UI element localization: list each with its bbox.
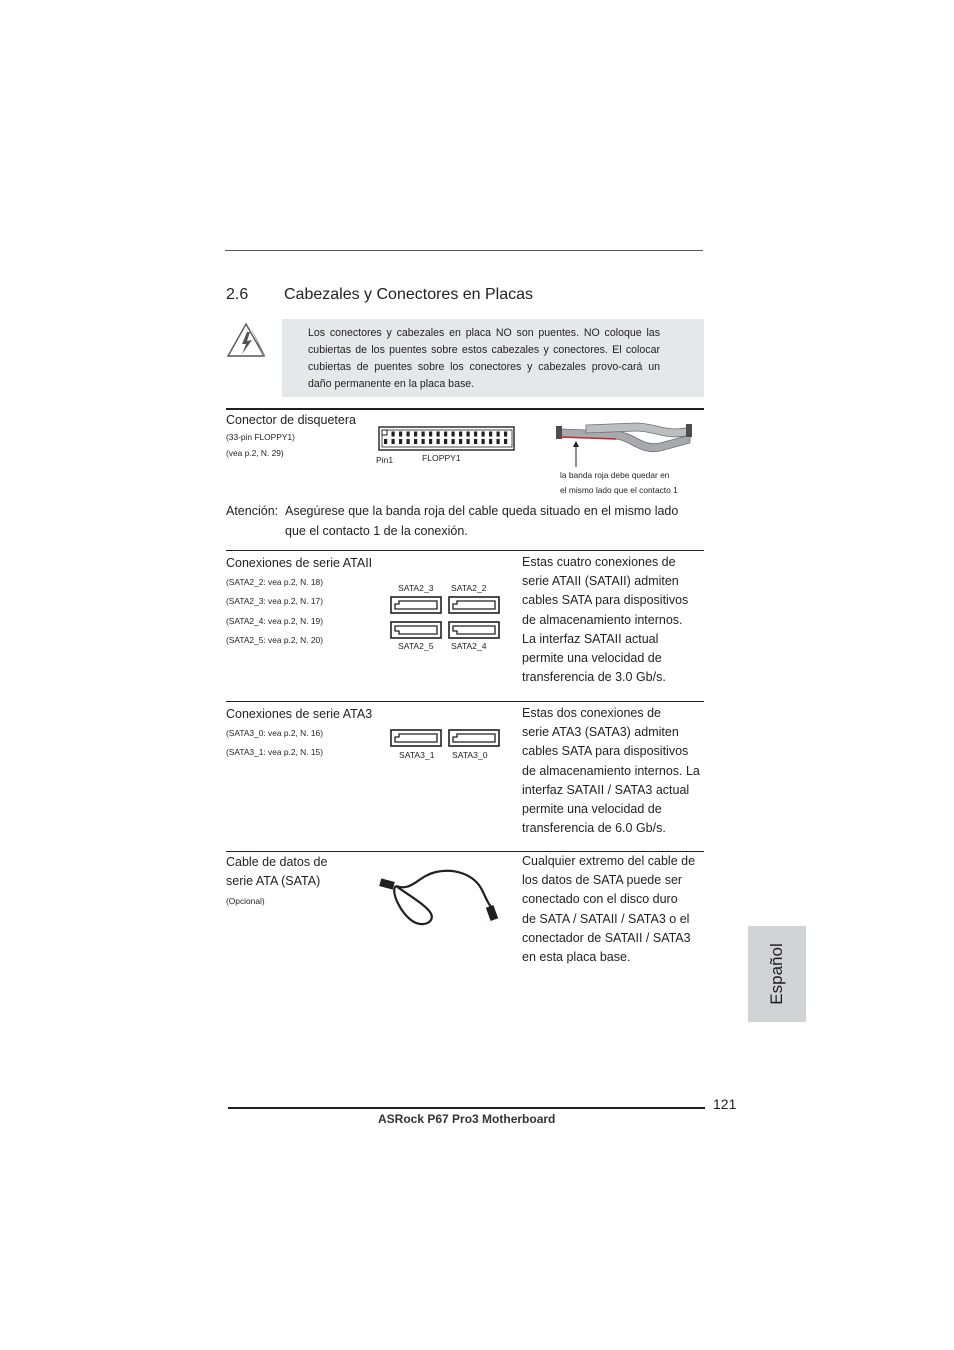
page-number: 121 [713,1096,737,1112]
floppy-pin [497,432,500,437]
desc-line: permite una velocidad de [522,651,662,666]
floppy-pin [444,439,447,444]
desc-line: conectador de SATAII / SATA3 [522,930,691,945]
floppy-ribbon-cable [556,421,696,471]
sata-port-icon [448,596,500,614]
sata2-ref: (SATA2_5: vea p.2, N. 20) [226,635,323,645]
sata-port-label: SATA3_1 [399,750,435,760]
section-rule [226,408,704,410]
floppy-pin [504,439,507,444]
cable-description [522,852,707,967]
floppy-pin [497,439,500,444]
floppy-pin [392,439,395,444]
floppy-pin [437,432,440,437]
desc-line: de almacenamiento internos. [522,612,683,627]
floppy-pin [459,439,462,444]
sata3-ref: (SATA3_1: vea p.2, N. 15) [226,747,323,757]
attention-label: Atención: [226,504,279,518]
desc-line: conectado con el disco duro [522,892,678,907]
sata2-ref: (SATA2_4: vea p.2, N. 19) [226,616,323,626]
sata-port-label: SATA2_4 [451,641,487,651]
floppy-pin [489,432,492,437]
sata-port-icon [390,729,442,747]
cable-note-2: el mismo lado que el contacto 1 [560,485,678,495]
floppy-pin [482,432,485,437]
floppy-pin1-label: Pin1 [376,455,394,465]
desc-line: serie ATAII (SATAII) admiten [522,574,679,589]
desc-line: cables SATA para dispositivos [522,593,689,608]
desc-line: en esta placa base. [522,950,631,965]
floppy-pin [482,439,485,444]
sata-port-label: SATA3_0 [452,750,488,760]
section-rule [226,701,704,702]
desc-line: Estas cuatro conexiones de [522,555,676,569]
section-rule [226,550,704,551]
floppy-pin [474,432,477,437]
sata2-description [522,553,707,687]
floppy-pin [459,432,462,437]
cable-title-1: Cable de datos de [226,855,328,869]
sata-port-icon [390,621,442,639]
sata3-title: Conexiones de serie ATA3 [226,707,373,721]
section-title: Cabezales y Conectores en Placas [284,286,534,303]
top-rule [225,250,703,251]
desc-line: cables SATA para dispositivos [522,744,689,759]
language-tab [748,926,806,1022]
desc-line: transferencia de 3.0 Gb/s. [522,670,666,685]
floppy-pin [489,439,492,444]
footer-product: ASRock P67 Pro3 Motherboard [378,1112,556,1126]
section-number: 2.6 [226,286,249,303]
floppy-header-diagram [378,426,516,452]
floppy-pin [407,432,410,437]
floppy-pin [384,439,387,444]
sata2-title: Conexiones de serie ATAII [226,556,373,570]
desc-line: La interfaz SATAII actual [522,631,659,646]
sata2-ref: (SATA2_3: vea p.2, N. 17) [226,596,323,606]
desc-line: serie ATA3 (SATA3) admiten [522,725,679,740]
cable-note-1: la banda roja debe quedar en [560,470,670,480]
floppy-pin [474,439,477,444]
sata-cable-image [378,868,502,928]
language-tab-label: Español [767,943,786,1005]
floppy-pin [429,432,432,437]
desc-line: permite una velocidad de [522,802,662,817]
floppy-title: Conector de disquetera [226,413,356,427]
sata3-description [522,704,707,838]
floppy-ref-1: (33-pin FLOPPY1) [226,432,295,442]
cable-optional: (Opcional) [226,896,265,906]
floppy-pin [414,439,417,444]
floppy-ref-2: (vea p.2, N. 29) [226,448,284,458]
floppy-pin [437,439,440,444]
warning-lightning-icon [226,321,266,359]
footer-rule [228,1107,705,1109]
sata-port-label: SATA2_2 [451,583,487,593]
desc-line: Cualquier extremo del cable de [522,854,696,868]
floppy-pin [399,439,402,444]
floppy-pin [422,432,425,437]
cable-title-2: serie ATA (SATA) [226,874,321,888]
floppy-pin [422,439,425,444]
floppy-pin [399,432,402,437]
floppy-pin [414,432,417,437]
attention-line-2: que el contacto 1 de la conexión. [285,524,468,538]
floppy-pin [392,432,395,437]
sata-port-icon [448,729,500,747]
floppy-pin [467,439,470,444]
sata-port-label: SATA2_5 [398,641,434,651]
notice-text: Los conectores y cabezales en placa NO son puentes. NO coloque las cubiertas de los puentes sobre estos cabezales y conectores. El colocar cubiertas de puentes sobre los conectores y cabezales provo-cará un daño permanente en la placa base. [308,327,660,390]
floppy-pin [452,432,455,437]
sata3-ref: (SATA3_0: vea p.2, N. 16) [226,728,323,738]
floppy-pin [444,432,447,437]
sata-port-icon [390,596,442,614]
attention-line-1: Asegúrese que la banda roja del cable queda situado en el mismo lado [285,504,679,518]
floppy-pin [504,432,507,437]
desc-line: interfaz SATAII / SATA3 actual [522,782,690,797]
floppy-pin [467,432,470,437]
floppy-pin [452,439,455,444]
sata2-ref: (SATA2_2: vea p.2, N. 18) [226,577,323,587]
desc-line: de almacenamiento internos. La [522,763,700,778]
desc-line: transferencia de 6.0 Gb/s. [522,821,666,836]
floppy-header-label: FLOPPY1 [422,453,461,463]
floppy-pin [429,439,432,444]
desc-line: de SATA / SATAII / SATA3 o el [522,911,690,926]
desc-line: Estas dos conexiones de [522,706,661,720]
sata-port-label: SATA2_3 [398,583,434,593]
sata-port-icon [448,621,500,639]
floppy-pin [407,439,410,444]
desc-line: los datos de SATA puede ser [522,873,683,888]
